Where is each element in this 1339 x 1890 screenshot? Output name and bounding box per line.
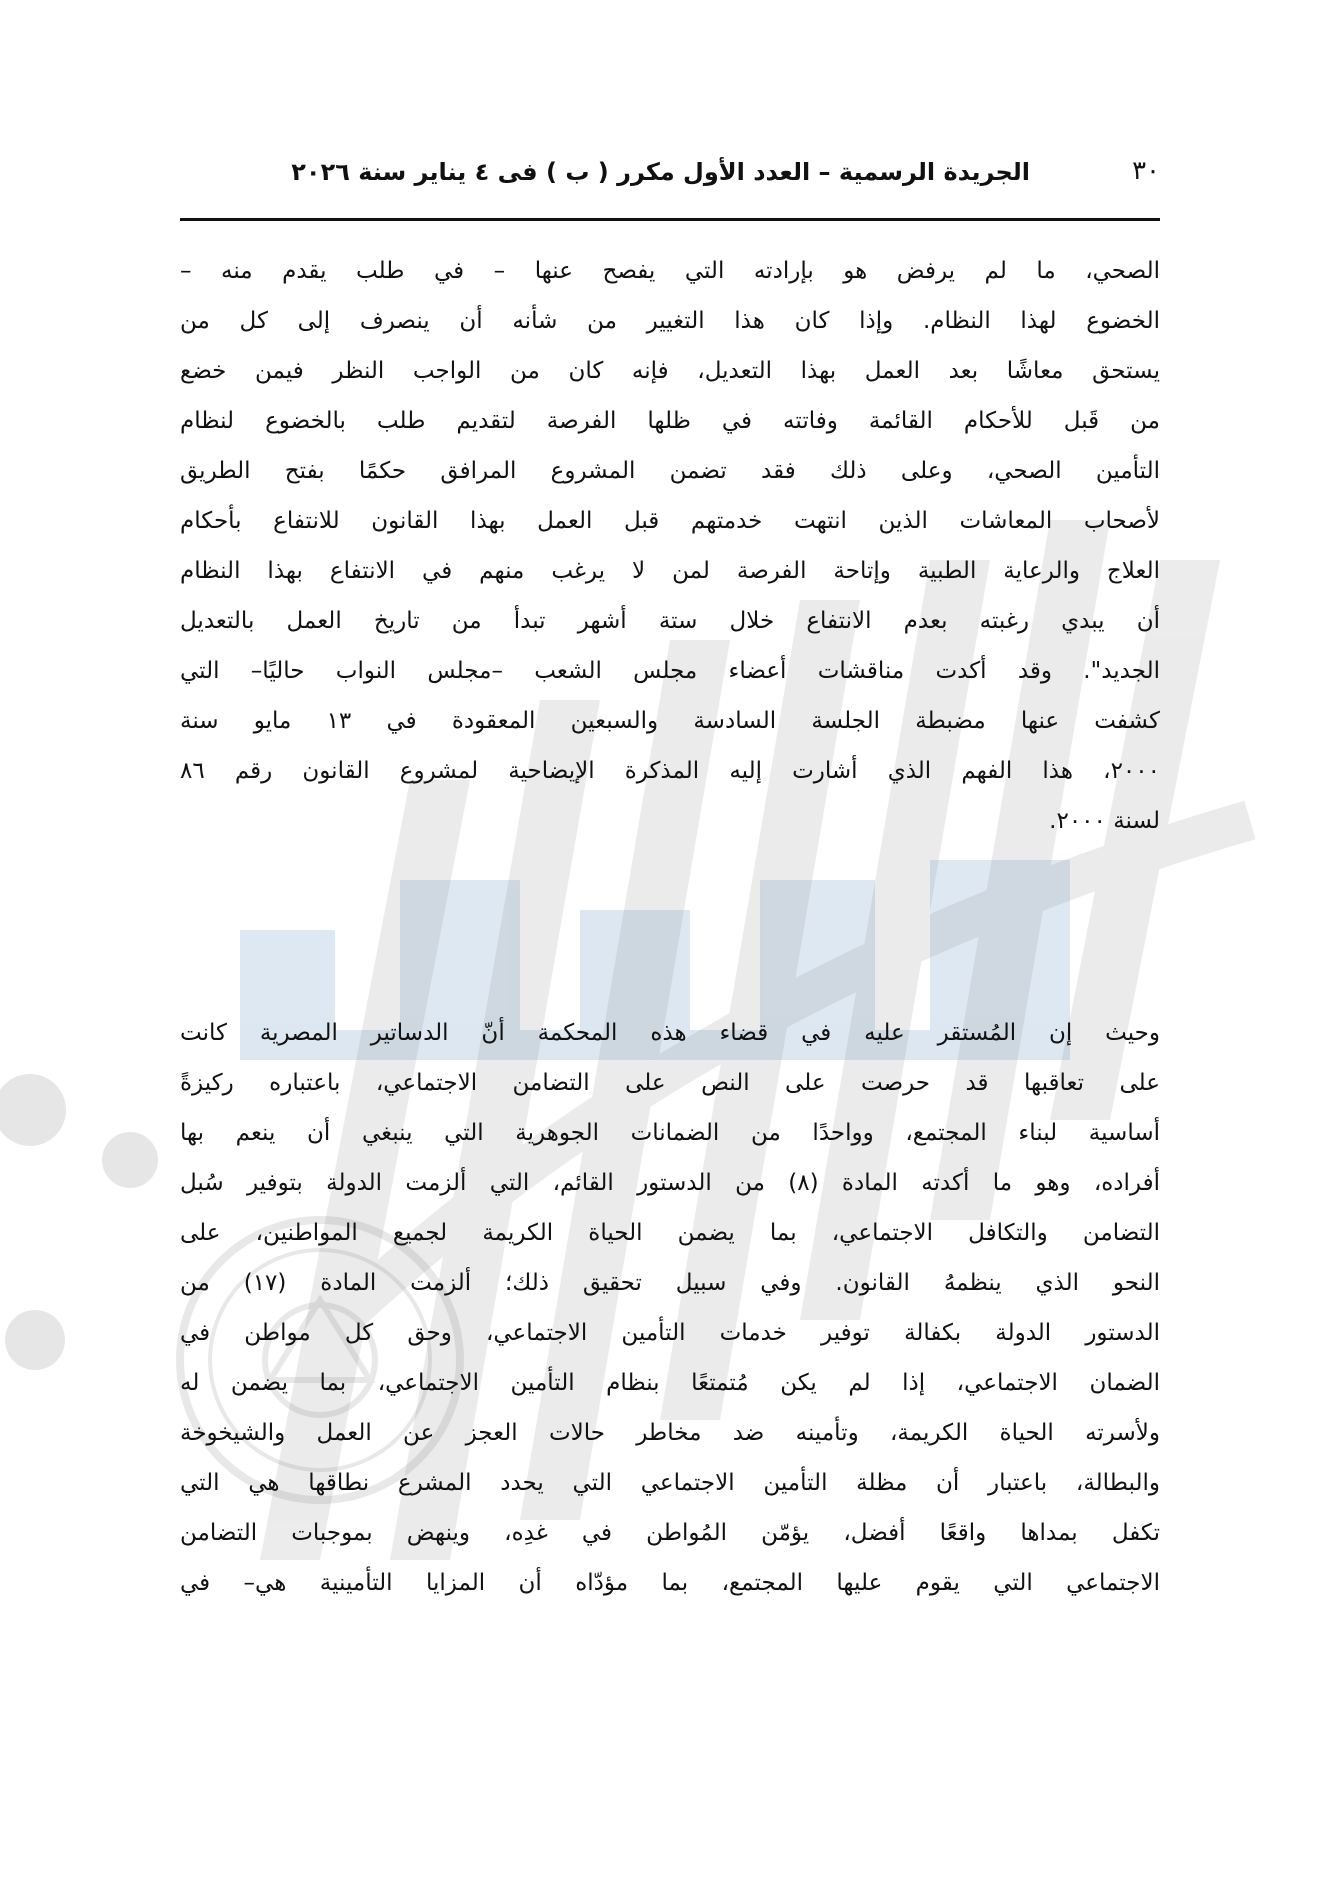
header-title: الجريدة الرسمية – العدد الأول مكرر ( ب ) فى ٤ يناير سنة ٢٠٢٦	[291, 158, 1030, 186]
text-line: النحو الذي ينظمهُ القانون. وفي سبيل تحقيق ذلك؛ ألزمت المادة (١٧) من	[180, 1270, 1160, 1296]
text-line: ولأسرته الحياة الكريمة، وتأمينه ضد مخاطر حالات العجز عن العمل والشيخوخة	[180, 1420, 1160, 1446]
page-number: ٣٠	[1132, 156, 1160, 186]
page-header	[180, 150, 1160, 210]
paragraph-2	[180, 1008, 1160, 1608]
text-line: الجديد". وقد أكدت مناقشات أعضاء مجلس الشعب –مجلس النواب حاليًا– التي	[180, 658, 1160, 684]
text-line: لسنة ٢٠٠٠.	[1049, 808, 1160, 834]
text-line: التضامن والتكافل الاجتماعي، بما يضمن الحياة الكريمة لجميع المواطنين، على	[180, 1220, 1160, 1246]
paragraph-1	[180, 246, 1160, 846]
text-line: يستحق معاشًا بعد العمل بهذا التعديل، فإنه كان من الواجب النظر فيمن خضع	[180, 358, 1160, 384]
text-line: والبطالة، باعتبار أن مظلة التأمين الاجتماعي التي يحدد المشرع نطاقها هي التي	[180, 1470, 1160, 1496]
text-line: أفراده، وهو ما أكدته المادة (٨) من الدستور القائم، التي ألزمت الدولة بتوفير سُبل	[180, 1170, 1160, 1196]
text-line: الخضوع لهذا النظام. وإذا كان هذا التغيير من شأنه أن ينصرف إلى كل من	[180, 308, 1160, 334]
text-line: لأصحاب المعاشات الذين انتهت خدمتهم قبل العمل بهذا القانون للانتفاع بأحكام	[180, 508, 1160, 534]
text-line: على تعاقبها قد حرصت على النص على التضامن الاجتماعي، باعتباره ركيزةً	[180, 1070, 1160, 1096]
text-line: تكفل بمداها واقعًا أفضل، يؤمّن المُواطن في غدِه، وينهض بموجبات التضامن	[180, 1520, 1160, 1546]
text-line: الدستور الدولة بكفالة توفير خدمات التأمين الاجتماعي، وحق كل مواطن في	[180, 1320, 1160, 1346]
text-line: ٢٠٠٠، هذا الفهم الذي أشارت إليه المذكرة الإيضاحية لمشروع القانون رقم ٨٦	[180, 758, 1160, 784]
text-line: الضمان الاجتماعي، إذا لم يكن مُتمتعًا بنظام التأمين الاجتماعي، بما يضمن له	[180, 1370, 1160, 1396]
text-line: أساسية لبناء المجتمع، وواحدًا من الضمانات الجوهرية التي ينبغي أن ينعم بها	[180, 1120, 1160, 1146]
text-line: العلاج والرعاية الطبية وإتاحة الفرصة لمن لا يرغب منهم في الانتفاع بهذا النظام	[180, 558, 1160, 584]
text-line: الصحي، ما لم يرفض هو بإرادته التي يفصح عنها – في طلب يقدم منه –	[180, 258, 1160, 284]
text-line: التأمين الصحي، وعلى ذلك فقد تضمن المشروع المرافق حكمًا بفتح الطريق	[180, 458, 1160, 484]
text-line: الاجتماعي التي يقوم عليها المجتمع، بما مؤدّاه أن المزايا التأمينية هي– في	[180, 1570, 1160, 1596]
text-line: وحيث إن المُستقر عليه في قضاء هذه المحكمة أنّ الدساتير المصرية كانت	[180, 1020, 1160, 1046]
text-line: من قَبل للأحكام القائمة وفاتته في ظلها الفرصة لتقديم طلب بالخضوع لنظام	[180, 408, 1160, 434]
text-line: كشفت عنها مضبطة الجلسة السادسة والسبعين المعقودة في ١٣ مايو سنة	[180, 708, 1160, 734]
text-line: أن يبدي رغبته بعدم الانتفاع خلال ستة أشهر تبدأ من تاريخ العمل بالتعديل	[180, 608, 1160, 634]
header-divider	[180, 218, 1160, 221]
